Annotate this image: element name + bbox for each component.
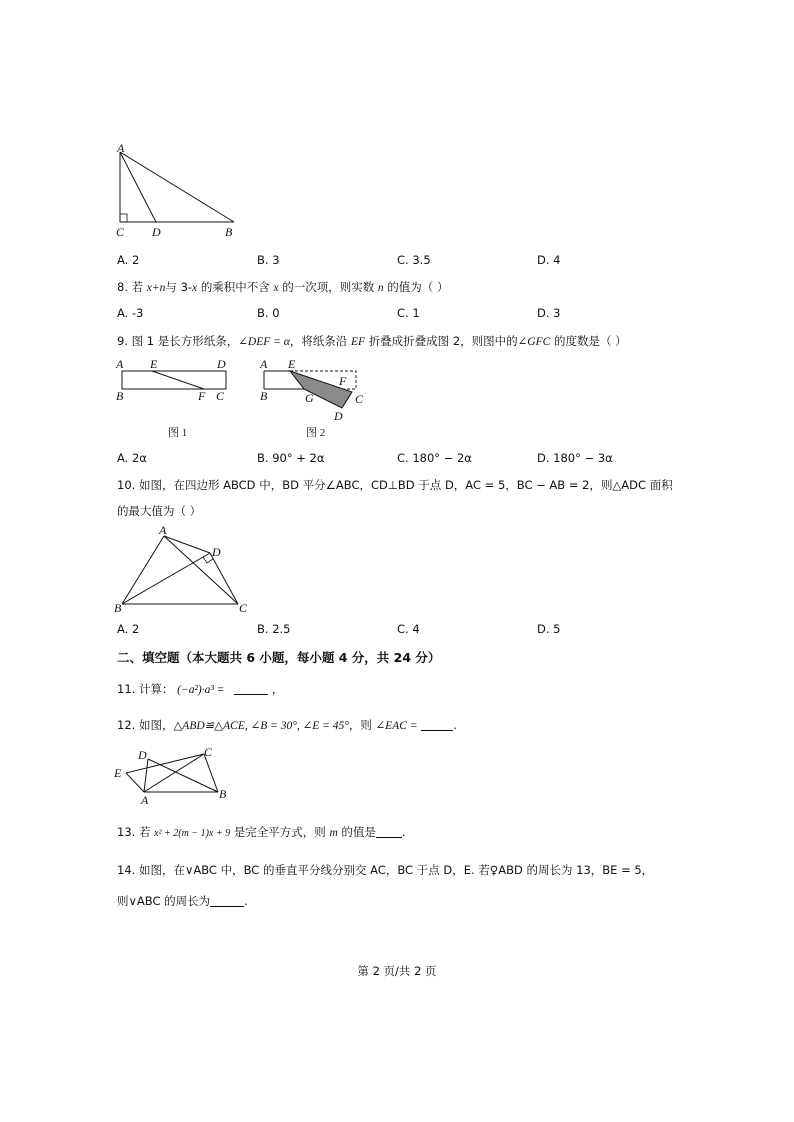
q10-option-b[interactable]: B. 2.5 [257, 622, 291, 636]
q10-option-d[interactable]: D. 5 [537, 622, 561, 636]
q14-answer-blank[interactable] [210, 894, 244, 907]
q8-option-a[interactable]: A. -3 [117, 306, 144, 320]
q8-option-b[interactable]: B. 0 [257, 306, 280, 320]
q9-option-b[interactable]: B. 90° + 2α [257, 451, 325, 465]
label-c: C [204, 745, 213, 759]
q8-option-d[interactable]: D. 3 [537, 306, 561, 320]
q9-option-a[interactable]: A. 2α [117, 451, 147, 465]
q8-question: 8. 若 x+n与 3-x 的乘积中不含 x 的一次项，则实数 n 的值为（ ） [117, 280, 449, 294]
section-title: 二、填空题（本大题共 6 小题，每小题 4 分，共 24 分） [117, 650, 441, 665]
q11-answer-blank[interactable] [234, 682, 268, 695]
q12-question: 12. 如图，△ABD≌△ACE, ∠B = 30°, ∠E = 45°，则 ∠EAC = . [117, 718, 457, 732]
q11-question: 11. 计算： (−a²)·a³ = ， [117, 682, 284, 696]
q9-figure-2 [256, 356, 386, 440]
label-e: E [114, 766, 122, 780]
fig2-label-e: E [288, 357, 296, 371]
label-d: D [152, 225, 161, 239]
label-b: B [219, 787, 227, 801]
fig2-label-a: A [260, 357, 268, 371]
label-b: B [225, 225, 233, 239]
label-a: A [117, 141, 125, 155]
label-a: A [159, 523, 167, 537]
fig1-caption: 图 1 [168, 427, 188, 439]
q7-option-c[interactable]: C. 3.5 [397, 253, 431, 267]
q9-question: 9. 图 1 是长方形纸条，∠DEF = α，将纸条沿 EF 折叠成折叠成图 2，则图中的∠GFC 的度数是（ ） [117, 334, 627, 348]
q12-triangles-figure [110, 742, 240, 808]
fold-line-ef [152, 371, 204, 389]
q7-option-b[interactable]: B. 3 [257, 253, 280, 267]
q12-answer-blank[interactable] [421, 718, 453, 731]
q9-option-c[interactable]: C. 180° − 2α [397, 451, 472, 465]
fig1-label-e: E [150, 357, 158, 371]
q7-option-a[interactable]: A. 2 [117, 253, 140, 267]
fig2-label-c: C [355, 392, 364, 406]
paper-strip [122, 371, 226, 389]
q9-option-d[interactable]: D. 180° − 3α [537, 451, 613, 465]
fig2-label-b: B [260, 389, 268, 403]
q7-triangle-figure [108, 140, 248, 240]
right-angle-mark [120, 214, 127, 222]
q10-question-line1: 10. 如图，在四边形 ABCD 中，BD 平分∠ABC，CD⊥BD 于点 D，AC = 5，BC − AB = 2，则△ADC 面积 [117, 478, 673, 492]
q13-answer-blank[interactable] [376, 825, 402, 838]
q10-question-line2: 的最大值为（ ） [117, 504, 202, 518]
fig1-label-c: C [216, 389, 225, 403]
label-c: C [116, 225, 125, 239]
q13-question: 13. 若 x² + 2(m − 1)x + 9 是完全平方式，则 m 的值是 . [117, 825, 406, 839]
q10-option-a[interactable]: A. 2 [117, 622, 140, 636]
fig1-label-a: A [116, 357, 124, 371]
fig2-caption: 图 2 [306, 427, 326, 439]
q14-question-line2: 则∨ABC 的周长为 . [117, 894, 248, 908]
side-ab [120, 152, 234, 222]
label-d: D [138, 748, 147, 762]
q10-option-c[interactable]: C. 4 [397, 622, 420, 636]
label-b: B [114, 601, 122, 615]
q8-option-c[interactable]: C. 1 [397, 306, 420, 320]
label-a: A [141, 793, 149, 807]
fig1-label-f: F [198, 389, 206, 403]
label-d: D [212, 545, 221, 559]
page-footer: 第 2 页/共 2 页 [357, 964, 437, 978]
q14-question-line1: 14. 如图，在∨ABC 中，BC 的垂直平分线分别交 AC，BC 于点 D，E. 若♀ABD 的周长为 13，BE = 5， [117, 863, 654, 877]
q7-option-d[interactable]: D. 4 [537, 253, 561, 267]
fig2-label-g: G [305, 391, 314, 405]
q9-figure-1 [114, 356, 244, 440]
fig2-label-f: F [339, 374, 347, 388]
fig2-label-d: D [334, 409, 343, 423]
q10-quadrilateral-figure [110, 524, 260, 616]
fig1-label-b: B [116, 389, 124, 403]
fig1-label-d: D [217, 357, 226, 371]
label-c: C [239, 601, 248, 615]
